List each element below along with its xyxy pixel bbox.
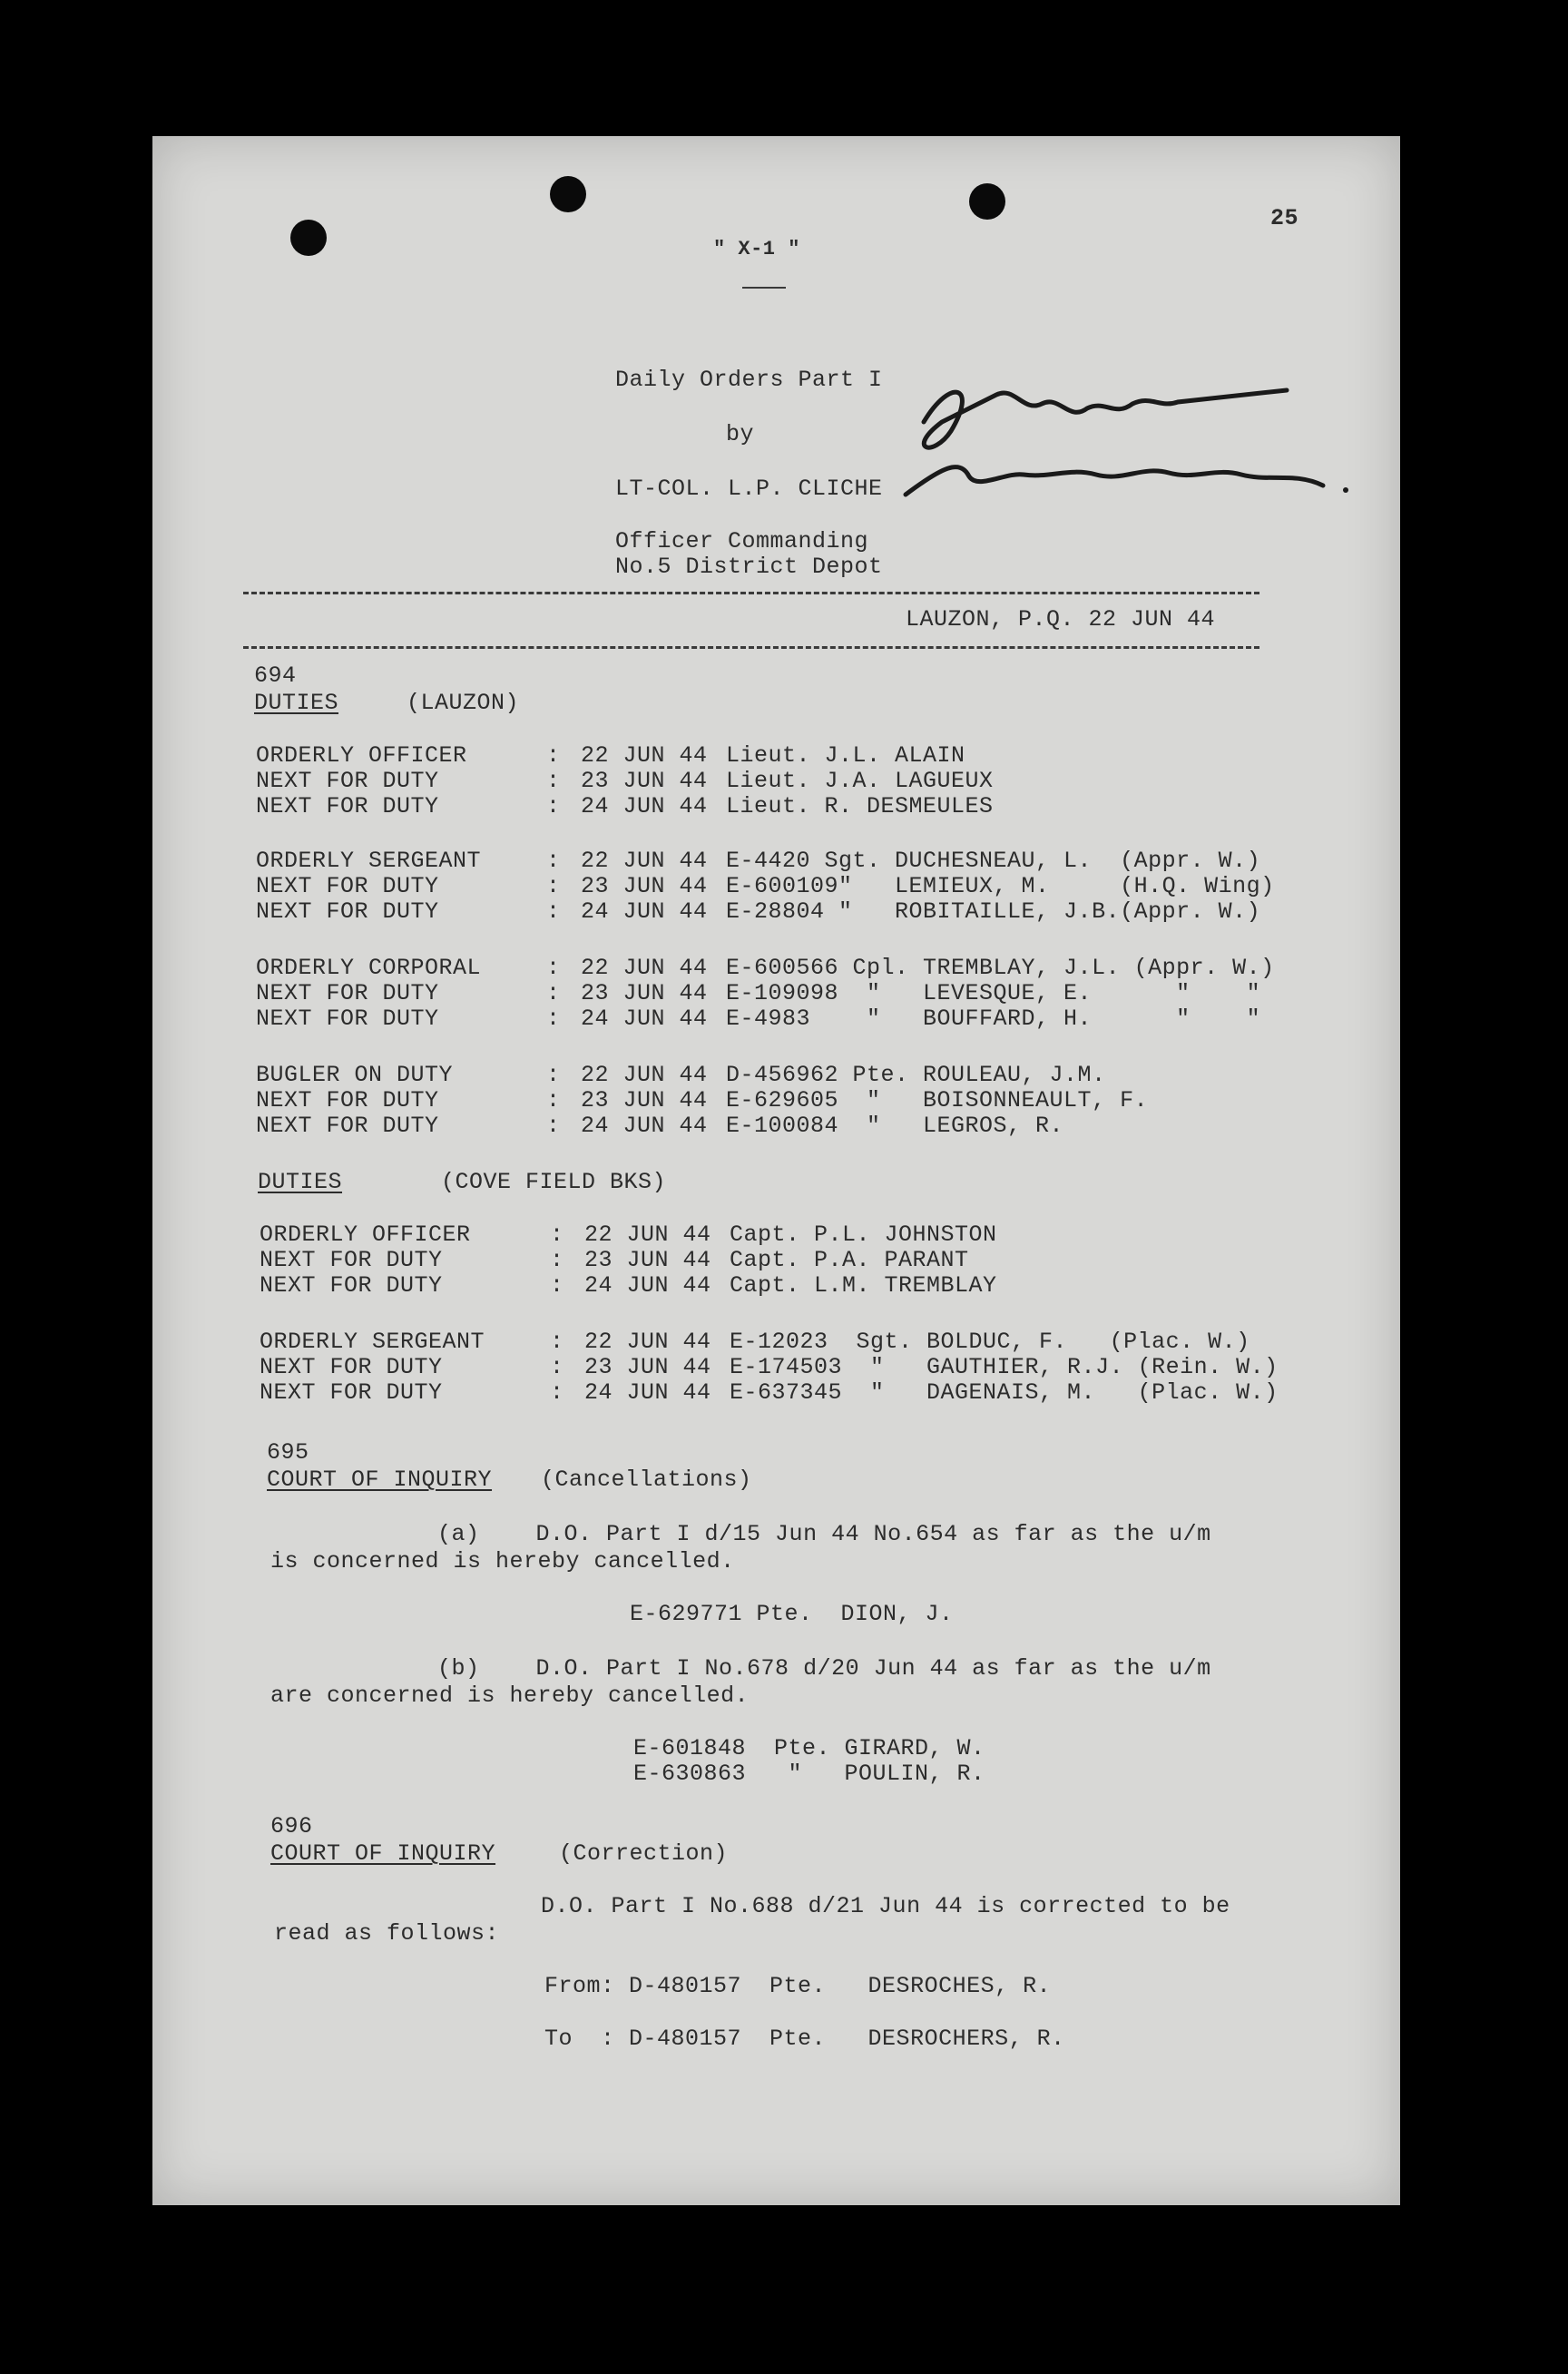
correction-label: (Correction): [559, 1840, 729, 1867]
duties-location-2: (COVE FIELD BKS): [441, 1169, 667, 1195]
page-number: 25: [1270, 205, 1299, 231]
role-line-2: No.5 District Depot: [615, 554, 883, 580]
header-rule-top: [243, 592, 1259, 594]
section-number-694: 694: [254, 662, 297, 689]
item-a-line-2: is concerned is hereby cancelled.: [270, 1548, 735, 1574]
document-title: Daily Orders Part I: [615, 367, 883, 393]
correction-line-2: read as follows:: [274, 1920, 500, 1947]
correction-to: To : D-480157 Pte. DESROCHERS, R.: [544, 2026, 1065, 2052]
duties-heading-2: DUTIES: [258, 1169, 343, 1195]
place-date: LAUZON, P.Q. 22 JUN 44: [906, 606, 1216, 633]
by-line: by: [726, 421, 755, 447]
item-b-line-2: are concerned is hereby cancelled.: [270, 1682, 750, 1709]
commander-name: LT-COL. L.P. CLICHE: [615, 476, 883, 502]
cancellations-label: (Cancellations): [541, 1467, 752, 1493]
punch-hole-right: [969, 183, 1005, 220]
item-b-line-1: (b) D.O. Part I No.678 d/20 Jun 44 as far as the u/m: [437, 1655, 1211, 1682]
section-number-695: 695: [267, 1439, 309, 1466]
duties-heading: DUTIES: [254, 690, 339, 716]
handwritten-signature: [887, 368, 1359, 513]
punch-hole-middle: [550, 176, 586, 212]
court-inquiry-heading: COURT OF INQUIRY: [267, 1467, 493, 1493]
item-a-name: E-629771 Pte. DION, J.: [630, 1601, 954, 1627]
series-label: " X-1 ": [713, 238, 800, 260]
punch-hole-left: [290, 220, 327, 256]
duties-location: (LAUZON): [407, 690, 520, 716]
series-underline: [742, 287, 786, 289]
item-b-name-2: E-630863 " POULIN, R.: [633, 1761, 985, 1787]
document-page: 25 " X-1 " Daily Orders Part I by LT-COL. L.P. CLICHE Officer Commanding No.5 District Depot LAUZON, P.Q. 22 JUN 44 694 DUTIES (LAUZON) ORDERLY OFFICER : 22 JUN 44 Lieut. J.L. ALAIN NEXT FOR DUTY : 23 JUN 44 Lieut. J.A. LAGUEUX NEXT FOR DUTY : 24 JUN 44 Lieut. R. DESMEULES ORDERLY SERGEANT : 22 JUN 44 E-4420 Sgt. DUCHESNEAU, L. (Appr. W.) NEXT FOR DUTY : 23 JUN 44 E-600109" LEMIEUX, M. (H.Q. Wing) NEXT FOR DUTY : 24 JUN 44 E-28804 " ROBITAILLE, J.B.(Appr. W.) ORDERLY CORPORAL : 22 JUN 44 E-600566 Cpl. TREMBLAY, J.L. (Appr. W.) NEXT FOR DUTY : 23 JUN 44 E-109098 " LEVESQUE, E. " " NEXT FOR DUTY : 24 JUN 44 E-4983 " BOUFFARD, H. " " BUGLER ON DUTY : 22 JUN 44 D-456962 Pte. ROULEAU, J.M. NEXT FOR DUTY : 23 JUN 44 E-629605 " BOISONNEAULT, F. NEXT FOR DUTY : 24 JUN 44 E-100084 " LEGROS, R. DUTIES (COVE FIELD BKS) ORDERLY OFFICER : 22 JUN 44 Capt. P.L. JOHNSTON NEXT FOR DUTY : 23 JUN 44 Capt. P.A. PARANT NEXT FOR DUTY : 24 JUN 44 Capt. L.M. TREMBLAY ORDERLY SERGEANT : 22 JUN 44 E-12023 Sgt. BOLDUC, F. (Plac. W.) NEXT FOR DUTY : 23 JUN 44 E-174503 " GAUTHIER, R.J. (Rein. W.) NEXT FOR DUTY : 24 JUN 44 E-637345 " DAGENAIS, M. (Plac. W.) 695 COURT OF INQUIRY (Cancellations) (a) D.O. Part I d/15 Jun 44 No.654 as far as the u/m is concerned is hereby cancelled. E-629771 Pte. DION, J. (b) D.O. Part I No.678 d/20 Jun 44 as far as the u/m are concerned is hereby cancelled. E-601848 Pte. GIRARD, W. E-630863 " POULIN, R. 696 COURT OF INQUIRY (Correction) D.O. Part I No.688 d/21 Jun 44 is corrected to be read as follows: From: D-480157 Pte. DESROCHES, R. To : D-480157 Pte. DESROCHERS, R.: [152, 136, 1400, 2205]
section-number-696: 696: [270, 1813, 313, 1839]
correction-from: From: D-480157 Pte. DESROCHES, R.: [544, 1973, 1052, 1999]
item-b-name-1: E-601848 Pte. GIRARD, W.: [633, 1735, 985, 1761]
court-inquiry-heading-2: COURT OF INQUIRY: [270, 1840, 496, 1867]
header-rule-bottom: [243, 646, 1259, 649]
item-a-line-1: (a) D.O. Part I d/15 Jun 44 No.654 as far as the u/m: [437, 1521, 1211, 1547]
role-line-1: Officer Commanding: [615, 528, 869, 554]
correction-line-1: D.O. Part I No.688 d/21 Jun 44 is corrected to be: [541, 1893, 1230, 1919]
